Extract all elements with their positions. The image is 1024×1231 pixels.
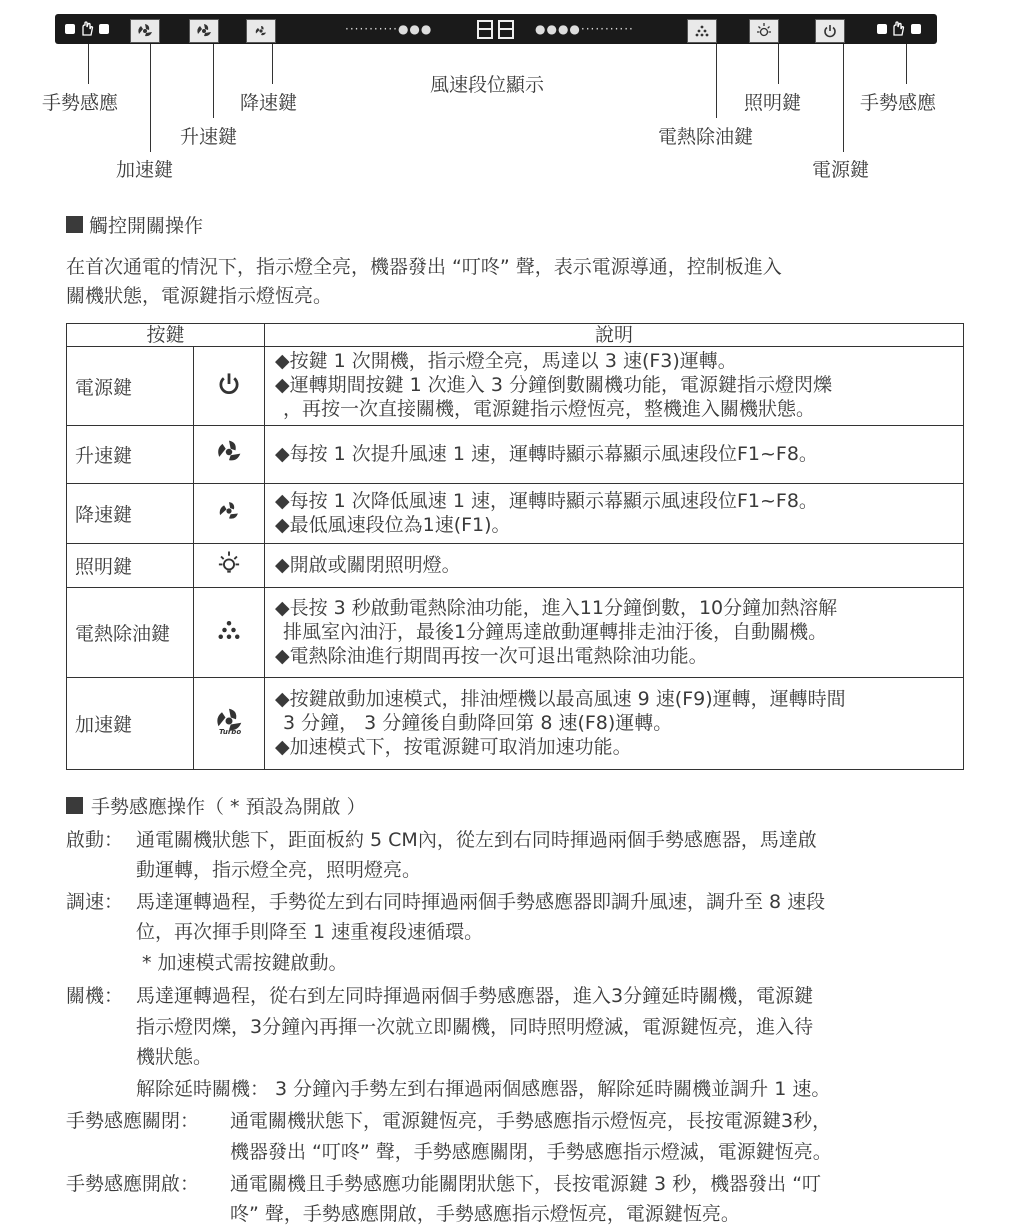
- touch-intro: [66, 253, 782, 311]
- row-desc: [265, 484, 964, 544]
- row-name: 電源鍵: [67, 347, 194, 426]
- row-desc: [265, 678, 964, 770]
- section-title-text: 手勢感應操作（ * 預設為開啟 ）: [91, 796, 366, 818]
- control-panel-strip: [55, 14, 937, 44]
- turbo-icon-text: Turbo: [219, 728, 242, 736]
- header-key: 按鍵: [67, 324, 265, 347]
- turbo-key[interactable]: [130, 19, 160, 43]
- start-line: 動運轉，指示燈全亮，照明燈亮。: [136, 859, 422, 881]
- light-icon: [755, 22, 773, 40]
- speed-line: 馬達運轉過程，手勢從左到右同時揮過兩個手勢感應器即調升風速，調升至 8 速段: [136, 891, 826, 913]
- label-start: 啟動：: [66, 829, 124, 851]
- row-name: 加速鍵: [67, 678, 194, 770]
- speed-dots-right: ●●●●···········: [535, 22, 634, 36]
- row-desc: [265, 544, 964, 588]
- leader-line: [150, 44, 151, 152]
- table-header: [67, 324, 964, 347]
- row-name: 電熱除油鍵: [67, 588, 194, 678]
- indicator-square: [65, 24, 75, 34]
- bullet-square: [66, 216, 83, 233]
- leader-line: [213, 44, 214, 118]
- desc-line: ◆運轉期間按鍵 1 次進入 3 分鐘倒數關機功能，電源鍵指示燈閃爍: [275, 374, 832, 396]
- label-gesture-open: 手勢感應開啟：: [66, 1173, 200, 1195]
- light-key[interactable]: [749, 19, 779, 43]
- row-desc: [265, 426, 964, 484]
- label-power: 電源鍵: [812, 159, 870, 181]
- label-speed-up: 升速鍵: [180, 126, 238, 148]
- off-line: 指示燈閃爍，3分鐘內再揮一次就立即關機，同時照明燈滅，電源鍵恆亮，進入待: [136, 1016, 814, 1038]
- label-speed: 調速：: [66, 891, 124, 913]
- gesture-section-title: [66, 792, 366, 819]
- heat-clean-key[interactable]: [687, 19, 717, 43]
- leader-line: [272, 44, 273, 84]
- label-heat-clean: 電熱除油鍵: [658, 126, 754, 148]
- speed-dots-left: ···········●●●: [345, 22, 433, 36]
- table-row: [67, 347, 964, 426]
- row-name: 照明鍵: [67, 544, 194, 588]
- row-name: 升速鍵: [67, 426, 194, 484]
- gesture-open-line: 通電關機且手勢感應功能關閉狀態下，長按電源鍵 3 秒，機器發出 “叮: [230, 1173, 822, 1195]
- table-row: [67, 678, 964, 770]
- desc-line: ◆每按 1 次提升風速 1 速，運轉時顯示幕顯示風速段位F1~F8。: [275, 442, 818, 465]
- oil-heat-icon: [694, 23, 710, 39]
- leader-line: [778, 44, 779, 84]
- indicator-square: [911, 24, 921, 34]
- touch-section-title: [66, 211, 203, 238]
- speed-up-key[interactable]: [189, 19, 219, 43]
- indicator-square: [99, 24, 109, 34]
- speed-display: [475, 19, 517, 41]
- row-name: 降速鍵: [67, 484, 194, 544]
- fan-up-icon: [196, 23, 212, 39]
- label-gesture-close: 手勢感應關閉：: [66, 1110, 200, 1132]
- fan-down-icon: [216, 498, 242, 524]
- desc-line: ◆最低風速段位為1速(F1)。: [275, 513, 511, 536]
- speed-note: * 加速模式需按鍵啟動。: [142, 952, 348, 974]
- fan-down-icon: [253, 23, 269, 39]
- table-row: [67, 484, 964, 544]
- speed-down-key[interactable]: [246, 19, 276, 43]
- power-key[interactable]: [815, 19, 845, 43]
- label-speed-display: 風速段位顯示: [430, 74, 545, 96]
- off-line: 機狀態。: [136, 1046, 213, 1068]
- intro-line: 在首次通電的情況下，指示燈全亮，機器發出 “叮咚” 聲，表示電源導通，控制板進入: [66, 256, 782, 278]
- table-row: [67, 544, 964, 588]
- table-row: [67, 426, 964, 484]
- desc-line: ◆開啟或關閉照明燈。: [275, 553, 461, 576]
- leader-line: [843, 44, 844, 152]
- desc-line: ◆加速模式下，按電源鍵可取消加速功能。: [275, 735, 632, 758]
- desc-line: ◆電熱除油進行期間再按一次可退出電熱除油功能。: [275, 644, 708, 667]
- desc-line: ，再按一次直接關機，電源鍵指示燈恆亮，整機進入關機狀態。: [283, 398, 816, 420]
- section-title-text: 觸控開關操作: [89, 215, 204, 237]
- desc-line: 排風室內油汙，最後1分鐘馬達啟動運轉排走油汙後，自動關機。: [283, 620, 828, 643]
- desc-line: ◆每按 1 次降低風速 1 速，運轉時顯示幕顯示風速段位F1~F8。: [275, 489, 818, 512]
- label-gesture-left: 手勢感應: [42, 92, 119, 114]
- fan-up-icon: [216, 439, 242, 465]
- desc-line: ◆長按 3 秒啟動電熱除油功能，進入11分鐘倒數，10分鐘加熱溶解: [275, 596, 838, 619]
- hand-icon: [891, 21, 905, 37]
- power-icon: [216, 371, 242, 397]
- desc-line: 3 分鐘， 3 分鐘後自動降回第 8 速(F8)運轉。: [283, 711, 673, 734]
- cancel-delay-line: 解除延時關機： 3 分鐘內手勢左到右揮過兩個感應器，解除延時關機並調升 1 速。: [136, 1078, 831, 1100]
- label-off: 關機：: [66, 985, 124, 1007]
- start-line: 通電關機狀態下，距面板約 5 CM內，從左到右同時揮過兩個手勢感應器，馬達啟: [136, 829, 817, 851]
- indicator-square: [877, 24, 887, 34]
- gesture-close-line: 通電關機狀態下，電源鍵恆亮，手勢感應指示燈恆亮，長按電源鍵3秒，: [230, 1110, 832, 1132]
- leader-line: [906, 44, 907, 84]
- desc-line: ◆按鍵啟動加速模式，排油煙機以最高風速 9 速(F9)運轉，運轉時間: [275, 687, 846, 710]
- header-desc: 說明: [265, 324, 964, 347]
- leader-line: [88, 44, 89, 84]
- intro-line: 關機狀態，電源鍵指示燈恆亮。: [66, 285, 333, 307]
- row-desc: [265, 347, 964, 426]
- label-gesture-right: 手勢感應: [860, 92, 937, 114]
- oil-heat-icon: [217, 618, 241, 642]
- label-speed-down: 降速鍵: [240, 92, 298, 114]
- off-line: 馬達運轉過程，從右到左同時揮過兩個手勢感應器，進入3分鐘延時關機，電源鍵: [136, 985, 814, 1007]
- bullet-square: [66, 797, 83, 814]
- gesture-open-line: 咚” 聲，手勢感應開啟，手勢感應指示燈恆亮，電源鍵恆亮。: [230, 1203, 740, 1225]
- key-description-table: [66, 323, 964, 770]
- gesture-close-line: 機器發出 “叮咚” 聲，手勢感應關閉，手勢感應指示燈滅，電源鍵恆亮。: [230, 1141, 832, 1163]
- label-light: 照明鍵: [744, 92, 802, 114]
- light-icon: [216, 550, 242, 576]
- power-icon: [822, 23, 838, 39]
- desc-line: ◆按鍵 1 次開機，指示燈全亮，馬達以 3 速(F3)運轉。: [275, 350, 737, 372]
- turbo-icon: [137, 23, 153, 39]
- label-turbo: 加速鍵: [116, 159, 174, 181]
- row-desc: [265, 588, 964, 678]
- speed-line: 位，再次揮手則降至 1 速重複段速循環。: [136, 921, 484, 943]
- table-row: [67, 588, 964, 678]
- leader-line: [716, 44, 717, 118]
- hand-icon: [80, 21, 94, 37]
